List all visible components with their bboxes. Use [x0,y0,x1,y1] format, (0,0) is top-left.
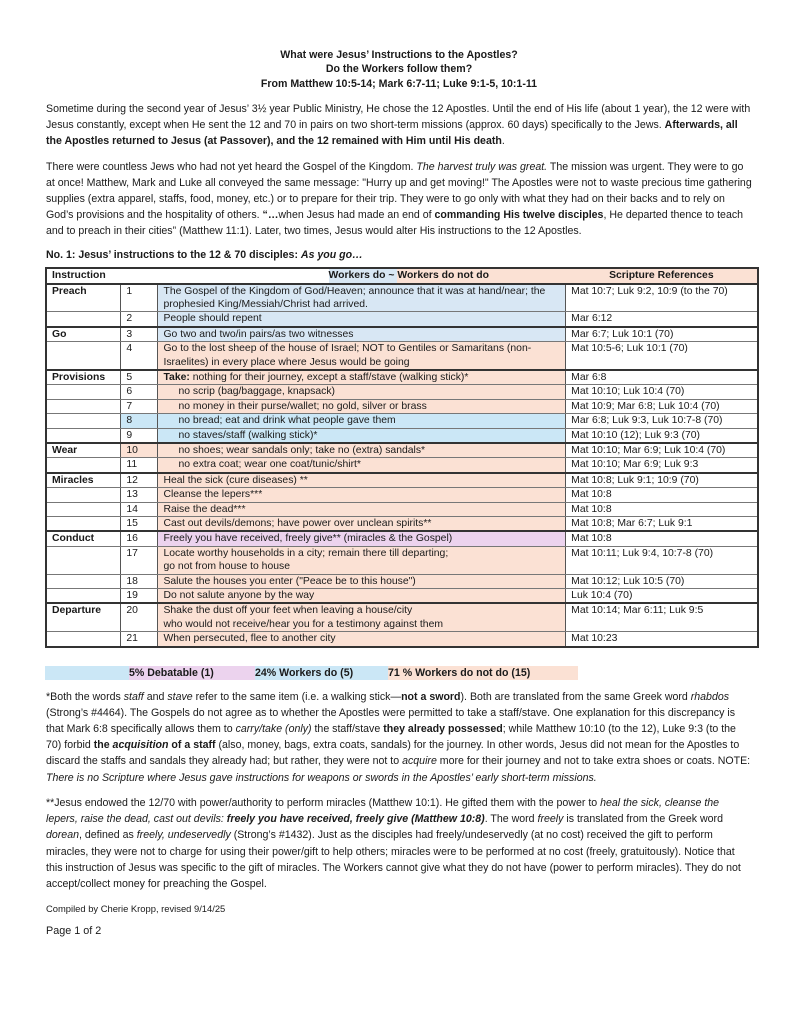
italic-text: rhabdos [690,690,730,703]
legend-bar [45,666,752,680]
text: . The word [484,813,538,826]
row-instruction-label [46,502,121,516]
text: Locate worthy households in a city; remain there till departing; [163,547,449,559]
row-instruction-label [46,342,121,370]
row-instruction-label: Miracles [46,473,121,488]
table-row [46,502,758,516]
text: (Strong’s #1432). Just as the disciples had freely/undeservedly (at no cost) received the gift to perform miracles, they were not to charge for using their power/gift to help others; miracles were to be performed at no cost (freely, gratuitously). Notice that this instruction of Jesus was specific to the gift of miracles. The Workers cannot give what they do not have (power to perform miracles). They do not accept/collect money for preaching the Gospel. [46,829,741,890]
text: Salute the houses you enter ("Peace be to this house") [163,575,416,587]
row-scripture-reference: Mat 10:23 [566,632,758,647]
row-number: 14 [121,502,158,516]
table-row [46,632,758,647]
row-scripture-reference: Mat 10:8 [566,502,758,516]
table-row [46,517,758,532]
row-instruction-text [158,370,566,385]
text: . [501,135,505,148]
table-row [46,531,758,546]
credit-line: Compiled by Cherie Kropp, revised 9/14/25 [46,903,226,915]
text: no staves/staff (walking stick)* [178,429,318,441]
text: The mission was urgent. They were to go at once! Matthew, Mark and Luke all conveyed the same message: "Hurry up and get moving!" The Apostles were not to waste precious time gathering supplies (extra apparel, staffs, food, money, etc.) or to prepare for their trip. They were to go only with what they had on their backs and to rely on God’s provisions and the hospitality of others. [46,160,752,222]
row-instruction-text [158,443,566,458]
italic-text: stave [167,690,193,703]
row-instruction-text [158,603,566,631]
row-number: 19 [121,589,158,604]
table-row [46,488,758,502]
row-number: 20 [121,603,158,631]
text: who would not receive/hear you for a testimony against them [163,618,444,630]
row-instruction-text [158,342,566,370]
row-instruction-text [158,502,566,516]
table-row [46,370,758,385]
document-title [46,48,752,91]
bold-text: Take: [163,371,190,383]
table-header-row [46,268,758,284]
table-row [46,603,758,631]
row-instruction-label: Preach [46,284,121,312]
text: no scrip (bag/baggage, knapsack) [178,386,336,398]
row-number: 9 [121,428,158,443]
table-row [46,284,758,312]
row-number: 8 [121,414,158,428]
text: go not from house to house [163,561,290,573]
table-body [46,284,758,647]
text: no money in their purse/wallet; no gold, silver or brass [178,400,427,412]
text: is translated from the Greek word [563,813,723,826]
row-instruction-text [158,632,566,647]
row-scripture-reference: Luk 10:4 (70) [566,589,758,604]
row-scripture-reference: Mar 6:8; Luk 9:3, Luk 10:7-8 (70) [566,414,758,428]
text: Heal the sick (cure diseases) ** [163,474,308,486]
row-number: 6 [121,385,158,399]
table-row [46,327,758,342]
row-number: 16 [121,531,158,546]
legend-workers-do-not: 71 % Workers do not do (15) [388,666,578,680]
row-number: 18 [121,574,158,588]
row-scripture-reference: Mat 10:5-6; Luk 10:1 (70) [566,342,758,370]
text: ; while Matthew 10:10 (to the 12), Luke 9:3 (to the 70) forbid [46,723,736,752]
text: Go two and two/in pairs/as two witnesses [163,328,354,340]
row-instruction-label [46,312,121,327]
row-instruction-label [46,428,121,443]
text: ). Both are translated from the same Greek word [460,690,691,703]
row-number: 13 [121,488,158,502]
row-scripture-reference: Mat 10:12; Luk 10:5 (70) [566,574,758,588]
row-scripture-reference: Mat 10:10 (12); Luk 9:3 (70) [566,428,758,443]
text: There were countless Jews who had not yet heard the Gospel of the Kingdom. [46,160,417,173]
italic-text: carry/take (only) [235,723,312,736]
legend-debatable: 5% Debatable (1) [129,666,255,680]
row-scripture-reference: Mat 10:14; Mar 6:11; Luk 9:5 [566,603,758,631]
text: no shoes; wear sandals only; take no (extra) sandals* [178,444,426,456]
bold-italic-text: acquisition [112,739,169,752]
row-scripture-reference: Mat 10:10; Mar 6:9; Luk 10:4 (70) [566,443,758,458]
table-row [46,574,758,588]
row-instruction-text [158,284,566,312]
italic-text: heal the sick, cleanse the lepers, raise the dead, cast out devils: [46,796,720,826]
row-instruction-label [46,488,121,502]
text: and [143,690,168,703]
row-instruction-text [158,488,566,502]
row-instruction-label: Departure [46,603,121,631]
text: Freely you have received, freely give** (miracles & the Gospel) [163,533,453,545]
text: When persecuted, flee to another city [163,633,336,645]
row-instruction-label [46,414,121,428]
header-instruction: Instruction [46,268,158,284]
section-heading-italic: As you go… [300,248,363,261]
section-heading-text: No. 1: Jesus’ instructions to the 12 & 70 disciples: [46,248,301,261]
row-number: 3 [121,327,158,342]
row-instruction-label: Provisions [46,370,121,385]
bold-text: of a staff [168,739,216,752]
header-workers-do-not: Workers do not do [397,269,489,281]
text: (Strong’s #4464). The Gospels do not agree as to whether the Apostles were permitted to take a staff/stave. One explanation for this discrepancy is that Mark 6:8 specifically allows them to [46,706,735,736]
bold-text: they already possessed [383,723,503,736]
text: *Both the words [46,690,124,703]
row-scripture-reference: Mar 6:8 [566,370,758,385]
text: People should repent [163,313,262,325]
table-row [46,443,758,458]
row-instruction-label [46,517,121,532]
row-scripture-reference: Mat 10:7; Luk 9:2, 10:9 (to the 70) [566,284,758,312]
page-number: Page 1 of 2 [46,925,102,938]
header-references: Scripture References [566,268,758,284]
table-row [46,473,758,488]
italic-text: freely [537,813,564,826]
title-line-2: Do the Workers follow them? [325,63,473,76]
row-instruction-text [158,327,566,342]
row-number: 5 [121,370,158,385]
intro-paragraph-2 [46,159,752,240]
table-row [46,399,758,413]
row-instruction-label [46,546,121,574]
row-number: 7 [121,399,158,413]
row-scripture-reference: Mat 10:8; Mar 6:7; Luk 9:1 [566,517,758,532]
bold-italic-text: freely you have received, freely give (Matthew 10:8) [226,813,485,826]
row-instruction-text [158,399,566,413]
row-number: 2 [121,312,158,327]
row-scripture-reference: Mat 10:8 [566,531,758,546]
text: when Jesus had made an end of [278,209,435,222]
row-instruction-text [158,312,566,327]
italic-text: There is no Scripture where Jesus gave instructions for weapons or swords in the Apostles’ early short-term missions. [46,771,597,784]
row-instruction-label [46,589,121,604]
bold-text: Afterwards, all the Apostles returned to Jesus (at Passover), and the 12 remained with Him until His death [46,119,738,148]
legend-spacer [45,666,129,680]
document-page [46,48,752,937]
title-line-1: What were Jesus’ Instructions to the Apostles? [280,49,518,61]
text: **Jesus endowed the 12/70 with power/authority to perform miracles (Matthew 10:1). He gifted them with the power to [46,796,601,809]
row-scripture-reference: Mat 10:8; Luk 9:1; 10:9 (70) [566,473,758,488]
text: The Gospel of the Kingdom of God/Heaven; announce that it was at hand/near; the prophesied King/Messiah/Christ had arrived. [163,285,546,310]
italic-text: staff [123,690,144,703]
row-scripture-reference: Mat 10:10; Mar 6:9; Luk 9:3 [566,458,758,473]
text: Raise the dead*** [163,503,246,515]
row-instruction-text [158,574,566,588]
row-instruction-label: Conduct [46,531,121,546]
table-row [46,312,758,327]
row-instruction-text [158,473,566,488]
footnote-miracles [46,795,752,892]
instructions-table [45,267,759,648]
table-row [46,428,758,443]
row-instruction-label [46,574,121,588]
bold-text: commanding His twelve disciples [434,209,604,222]
row-scripture-reference: Mar 6:12 [566,312,758,327]
row-scripture-reference: Mat 10:10; Luk 10:4 (70) [566,385,758,399]
text: (also, money, bags, extra coats, sandals) for the journey. In other words, Jesus did not mean for the Apostles to discard the staffs and sandals they already had; but rather, they were not to [46,739,740,768]
italic-text: dorean [46,829,79,842]
row-instruction-text [158,531,566,546]
quote-mark: “… [262,209,279,222]
bold-text: the [93,739,113,752]
section-heading [46,249,752,261]
text: , defined as [79,829,137,842]
table-row [46,385,758,399]
row-instruction-text [158,414,566,428]
row-number: 1 [121,284,158,312]
text: Do not salute anyone by the way [163,590,315,602]
row-number: 21 [121,632,158,647]
row-instruction-label [46,385,121,399]
row-instruction-label [46,632,121,647]
header-workers [158,268,566,284]
table-row [46,589,758,604]
row-number: 11 [121,458,158,473]
row-number: 15 [121,517,158,532]
italic-text: acquire [402,755,437,768]
table-row [46,342,758,370]
intro-paragraph-1 [46,101,752,150]
bold-text: not a sword [401,690,461,703]
row-scripture-reference: Mar 6:7; Luk 10:1 (70) [566,327,758,342]
row-instruction-text [158,517,566,532]
row-scripture-reference: Mat 10:8 [566,488,758,502]
row-instruction-text [158,428,566,443]
text: refer to the same item (i.e. a walking stick— [192,690,402,703]
text: no bread; eat and drink what people gave them [178,415,396,427]
row-instruction-label [46,399,121,413]
row-number: 17 [121,546,158,574]
text: Cleanse the lepers*** [163,489,263,501]
table-row [46,414,758,428]
row-instruction-text [158,589,566,604]
row-scripture-reference: Mat 10:9; Mar 6:8; Luk 10:4 (70) [566,399,758,413]
row-number: 4 [121,342,158,370]
text: more for their journey and not to take extra shoes or coats. NOTE: [436,755,751,768]
table-row [46,546,758,574]
legend-workers-do: 24% Workers do (5) [255,666,388,680]
row-instruction-label [46,458,121,473]
row-scripture-reference: Mat 10:11; Luk 9:4, 10:7-8 (70) [566,546,758,574]
row-instruction-label: Go [46,327,121,342]
row-number: 12 [121,473,158,488]
footnotes [46,689,752,892]
row-instruction-text [158,385,566,399]
text: Sometime during the second year of Jesus’ 3½ year Public Ministry, He chose the 12 Apostles. Until the end of His life (about 1 year), the 12 were with Jesus constantly, except when He sent the 12 and 70 in pairs on two short-term missions (approx. 60 days) specifically to the Jews. [46,102,751,132]
italic-text: The harvest truly was great. [416,160,548,173]
text: Cast out devils/demons; have power over unclean spirits** [163,518,432,530]
row-number: 10 [121,443,158,458]
header-workers-do: Workers do ~ [328,269,398,281]
text: , He departed thence to teach and to preach in their cities” (Matthew 11:1). Later, two times, Jesus would alter His instructions to the 12 Apostles. [46,209,744,238]
row-instruction-text [158,458,566,473]
row-instruction-text [158,546,566,574]
row-instruction-label: Wear [46,443,121,458]
text: no extra coat; wear one coat/tunic/shirt* [178,459,361,471]
text: nothing for their journey, except a staff/stave (walking stick)* [189,371,469,383]
footnote-staff [46,689,752,786]
text: Shake the dust off your feet when leaving a house/city [163,605,413,617]
italic-text: freely, undeservedly [136,829,231,842]
title-line-3: From Matthew 10:5-14; Mark 6:7-11; Luke 9:1-5, 10:1-11 [260,77,538,90]
table-row [46,458,758,473]
text: Go to the lost sheep of the house of Israel; NOT to Gentiles or Samaritans (non-Israelites) in every place where Jesus would be going [163,343,532,368]
text: the staff/stave [311,723,384,736]
